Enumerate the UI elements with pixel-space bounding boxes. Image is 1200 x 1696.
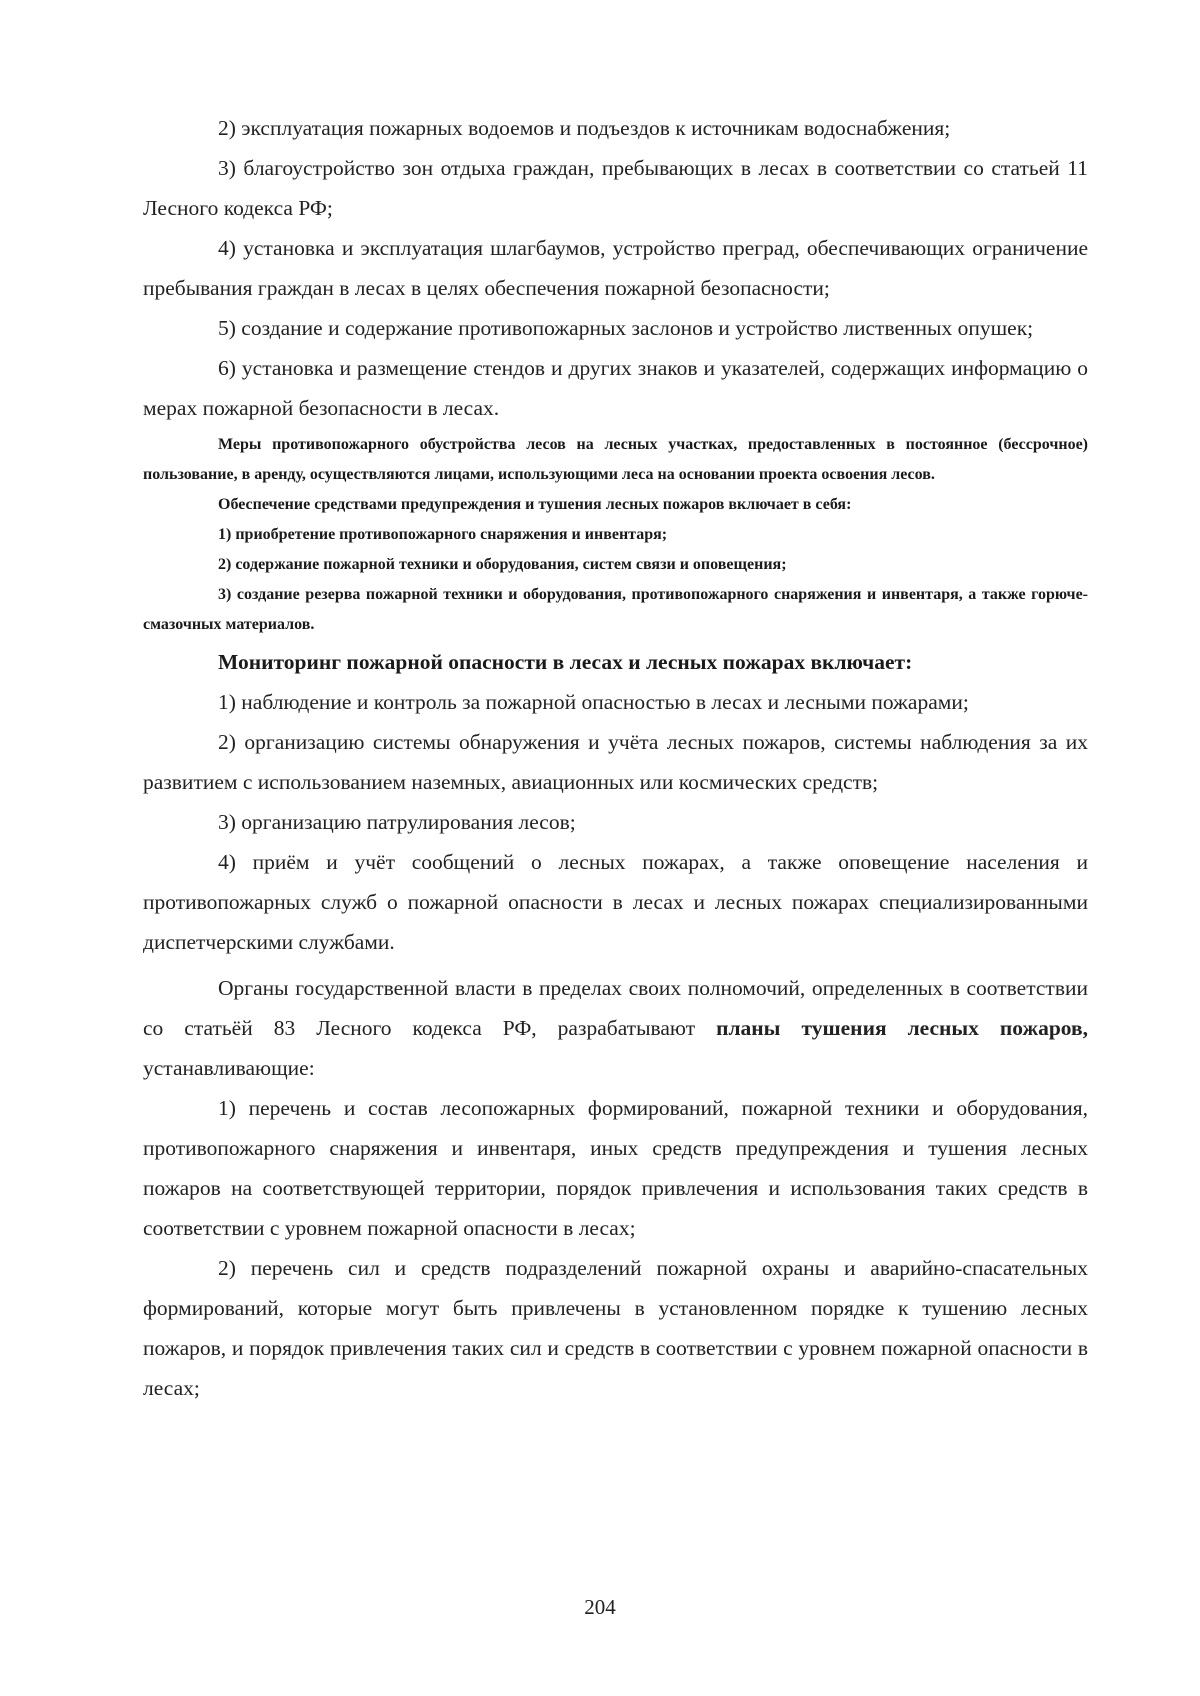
paragraph-item-5: 5) создание и содержание противопожарных заслонов и устройство лиственных опушек; xyxy=(218,316,1034,340)
provision-item-3: 3) создание резерва пожарной техники и оборудования, противопожарного снаряжения и инвентаря, а также горюче-смазочных материалов. xyxy=(143,586,1088,633)
paragraph-item-2: 2) эксплуатация пожарных водоемов и подъездов к источникам водоснабжения; xyxy=(218,116,951,140)
organs-tail-text: устанавливающие: xyxy=(143,1056,315,1080)
organs-lead-text: Органы государственной власти в пределах своих полномочий, определенных в соответствии со статьёй 83 Лесного кодекса РФ, разрабатывают xyxy=(143,976,1088,1040)
fire-plans-term: планы тушения лесных пожаров, xyxy=(716,1016,1088,1040)
provision-item-2: 2) содержание пожарной техники и оборудования, систем связи и оповещения; xyxy=(218,556,787,573)
paragraph-item-6: 6) установка и размещение стендов и других знаков и указателей, содержащих информацию о мерах пожарной безопасности в лесах. xyxy=(143,356,1088,420)
document-page xyxy=(143,108,1088,1408)
provision-heading: Обеспечение средствами предупреждения и тушения лесных пожаров включает в себя: xyxy=(218,496,852,513)
plan-item-2: 2) перечень сил и средств подразделений пожарной охраны и аварийно-спасательных формирований, которые могут быть привлечены в установленном порядке к тушению лесных пожаров, и порядок привлечения таких сил и средств в соответствии с уровнем пожарной опасности в лесах; xyxy=(143,1256,1088,1400)
plan-item-1: 1) перечень и состав лесопожарных формирований, пожарной техники и оборудования, противопожарного снаряжения и инвентаря, иных средств предупреждения и тушения лесных пожаров на соответствующей территории, порядок привлечения и использования таких средств в соответствии с уровнем пожарной опасности в лесах; xyxy=(143,1096,1088,1240)
paragraph-item-4: 4) установка и эксплуатация шлагбаумов, устройство преград, обеспечивающих ограничение пребывания граждан в лесах в целях обеспечения пожарной безопасности; xyxy=(143,236,1088,300)
paragraph-item-3: 3) благоустройство зон отдыха граждан, пребывающих в лесах в соответствии со статьей 11 Лесного кодекса РФ; xyxy=(143,156,1088,220)
page-number: 204 xyxy=(584,1595,616,1619)
organs-paragraph xyxy=(143,968,1088,1088)
monitoring-item-2: 2) организацию системы обнаружения и учёта лесных пожаров, системы наблюдения за их развитием с использованием наземных, авиационных или космических средств; xyxy=(143,730,1088,794)
monitoring-heading: Мониторинг пожарной опасности в лесах и лесных пожарах включает: xyxy=(218,650,913,674)
provision-item-1: 1) приобретение противопожарного снаряжения и инвентаря; xyxy=(218,526,668,543)
monitoring-item-4: 4) приём и учёт сообщений о лесных пожарах, а также оповещение населения и противопожарных служб о пожарной опасности в лесах и лесных пожарах специализированными диспетчерскими службами. xyxy=(143,850,1088,954)
small-bold-block xyxy=(143,430,1088,640)
monitoring-item-1: 1) наблюдение и контроль за пожарной опасностью в лесах и лесными пожарами; xyxy=(218,690,969,714)
monitoring-item-3: 3) организацию патрулирования лесов; xyxy=(218,810,576,834)
measures-paragraph: Меры противопожарного обустройства лесов на лесных участках, предоставленных в постоянное (бессрочное) пользование, в аренду, осуществляются лицами, использующими леса на основании проекта освоения лесов. xyxy=(143,436,1088,483)
